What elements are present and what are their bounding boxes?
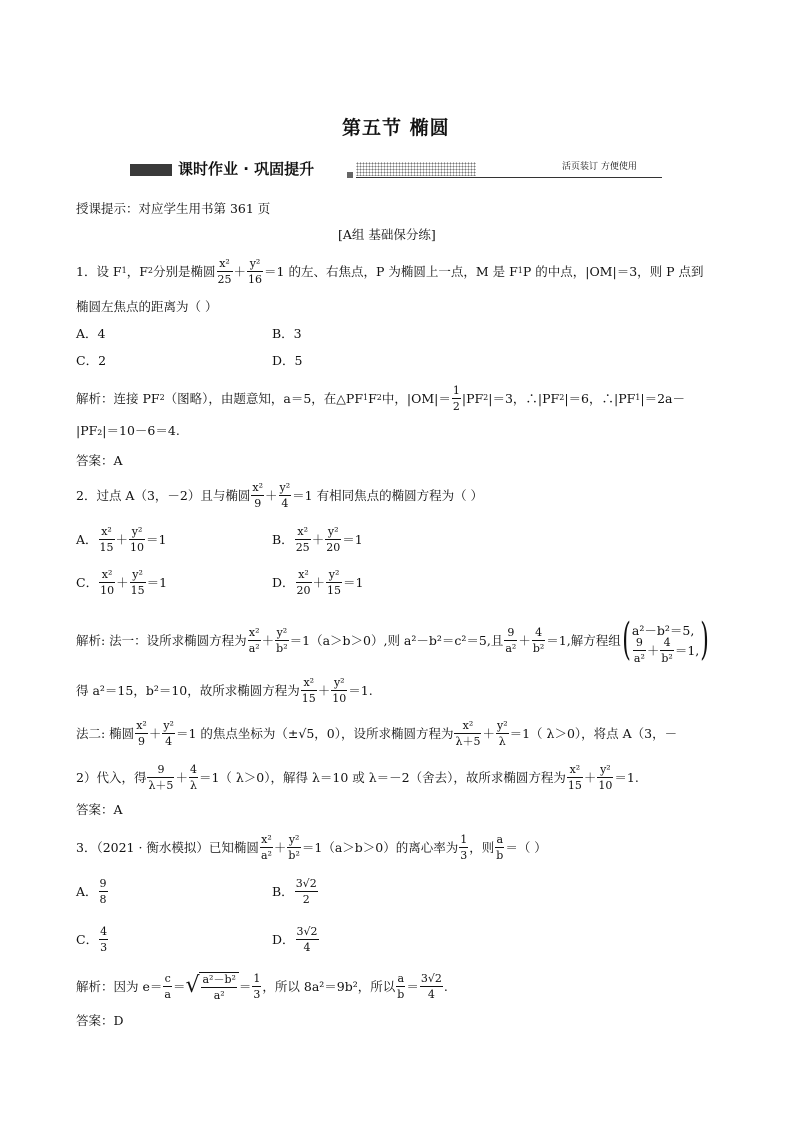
q2-option-b: B． $\frac{\text{x²}}{25}$ ＋ $\frac{\text{y²}}{20}$ ＝1 xyxy=(272,524,363,554)
q1-option-b: B．3 xyxy=(272,326,302,341)
fraction: $\frac{1}{2}$ xyxy=(452,383,460,413)
q2-method1-line2: 得 a²＝15，b²＝10，故所求椭圆方程为 $\frac{\text{x²}}{15}$ ＋ $\frac{\text{y²}}{10}$ ＝1. xyxy=(76,675,373,705)
q2-option-c: C． $\frac{\text{x²}}{10}$ ＋ $\frac{\text{y²}}{15}$ ＝1 xyxy=(76,567,168,597)
q1-text: ，F xyxy=(126,264,148,279)
fraction: $\frac{\text{y²}}{4}$ xyxy=(279,480,291,510)
q1-text: P 的中点，|OM|＝3，则 P 点到 xyxy=(522,264,704,279)
q2-method1-line1: 解析: 法一：设所求椭圆方程为 $\frac{\text{x²}}{\text{a²}}$ ＋ $\frac{\text{y²}}{\text{b²}}$ ＝1（a＞b＞0）,则 a²－b²＝c²＝5,且 $\frac{9}{\text{a²}}$ ＋ $\frac{4}{\text{b²}}$ ＝1,解方程组 ( a²－b²＝5, $\frac{9}{\text{a²}}$ ＋ $\frac{4}{\text{b²}}$ ＝1, ) xyxy=(76,614,710,665)
q1-text: ＝1 的左、右焦点，P 为椭圆上一点，M 是 F xyxy=(264,264,518,279)
q1-line2: 椭圆左焦点的距离为（ ） xyxy=(76,299,218,314)
square-root: √ $\frac{\text{a²－b²}}{\text{a²}}$ xyxy=(185,972,238,1001)
q1-text: 1．设 F xyxy=(76,264,122,279)
left-brace: ( xyxy=(622,614,631,665)
banner-block xyxy=(130,164,172,176)
fraction: $\frac{\text{y²}}{16}$ xyxy=(248,256,263,286)
q2-method2-line2: 2）代入，得 $\frac{9}{\lambda+5}$ ＋ $\frac{4}{\lambda}$ ＝1（ λ＞0），解得 λ＝10 或 λ＝－2（舍去），故所求椭圆方程为 $\frac{\text{x²}}{15}$ ＋ $\frac{\text{y²}}{10}$ ＝1. xyxy=(76,762,639,792)
q1-option-a: A．4 xyxy=(76,326,106,341)
banner-dots xyxy=(356,162,476,176)
q3-option-c: C． $\frac{4}{3}$ xyxy=(76,924,108,954)
q1-text: 分别是椭圆 xyxy=(152,264,216,279)
banner-note: 活页装订 方便使用 xyxy=(562,162,637,172)
fraction: $\frac{\text{x²}}{25}$ xyxy=(217,256,232,286)
right-brace: ) xyxy=(700,614,710,665)
banner-label: 课时作业 · 巩固提升 xyxy=(178,160,315,178)
q2-method2-line1: 法二: 椭圆 $\frac{\text{x²}}{9}$ ＋ $\frac{\text{y²}}{4}$ ＝1 的焦点坐标为（±√5，0），设所求椭圆方程为 $\frac{\text{x²}}{\lambda+5}$ ＋ $\frac{\text{y²}}{\lambda}$ ＝1（ λ＞0），将点 A（3，－ xyxy=(76,718,678,748)
q3-answer: 答案：D xyxy=(76,1013,124,1028)
fraction: $\frac{\text{x²}}{9}$ xyxy=(252,480,263,510)
q3-line1: 3．（2021 · 衡水模拟）已知椭圆 $\frac{\text{x²}}{\text{a²}}$ ＋ $\frac{\text{y²}}{\text{b²}}$ ＝1（a＞b＞0）的离心率为 $\frac{1}{3}$ ，则 $\frac{a}{b}$ ＝（ ） xyxy=(76,832,547,862)
hint-text: 授课提示：对应学生用书第 361 页 xyxy=(76,201,271,216)
q3-option-d: D． $\frac{3√2}{4}$ xyxy=(272,924,318,954)
q3-option-b: B． $\frac{3√2}{2}$ xyxy=(272,876,317,906)
q1-option-c: C．2 xyxy=(76,353,107,368)
q1-solution-line2: |PF₂|＝10－6＝4. xyxy=(76,423,180,438)
q1-answer: 答案：A xyxy=(76,453,123,468)
page-title: 第五节 椭圆 xyxy=(342,117,450,139)
q3-solution: 解析：因为 e＝ $\frac{c}{a}$ ＝ √ $\frac{\text{a²－b²}}{\text{a²}}$ ＝ $\frac{1}{3}$ ，所以 8a²＝9b²，所以 $\frac{a}{b}$ ＝ $\frac{3√2}{4}$ . xyxy=(76,971,448,1002)
banner-small-square xyxy=(347,172,353,178)
q1-solution-line1: 解析：连接 PF 2 （图略），由题意知，a＝5，在△PF 1 F 2 中，|OM|＝ $\frac{1}{2}$ |PF 2 |＝3，∴|PF 2 |＝6，∴|PF 1 |＝2a－ xyxy=(76,383,686,413)
q1-line1: 1．设 F 1 ，F 2 分别是椭圆 $\frac{\text{x²}}{25}$ ＋ $\frac{\text{y²}}{16}$ ＝1 的左、右焦点，P 为椭圆上一点，M 是 F 1 P 的中点，|OM|＝3，则 P 点到 xyxy=(76,256,704,286)
q2-option-a: A． $\frac{\text{x²}}{15}$ ＋ $\frac{\text{y²}}{10}$ ＝1 xyxy=(76,524,167,554)
q2-line1: 2．过点 A（3，－2）且与椭圆 $\frac{\text{x²}}{9}$ ＋ $\frac{\text{y²}}{4}$ ＝1 有相同焦点的椭圆方程为（ ） xyxy=(76,480,484,510)
q2-option-d: D． $\frac{\text{x²}}{20}$ ＋ $\frac{\text{y²}}{15}$ ＝1 xyxy=(272,567,364,597)
equation-system: a²－b²＝5, $\frac{9}{\text{a²}}$ ＋ $\frac{4}{\text{b²}}$ ＝1, xyxy=(631,623,700,665)
q1-option-d: D．5 xyxy=(272,353,303,368)
banner-rule xyxy=(356,177,662,178)
group-title: [A组 基础保分练] xyxy=(338,227,436,242)
q3-option-a: A． $\frac{9}{8}$ xyxy=(76,876,107,906)
q2-answer: 答案：A xyxy=(76,802,123,817)
section-banner xyxy=(130,160,662,180)
